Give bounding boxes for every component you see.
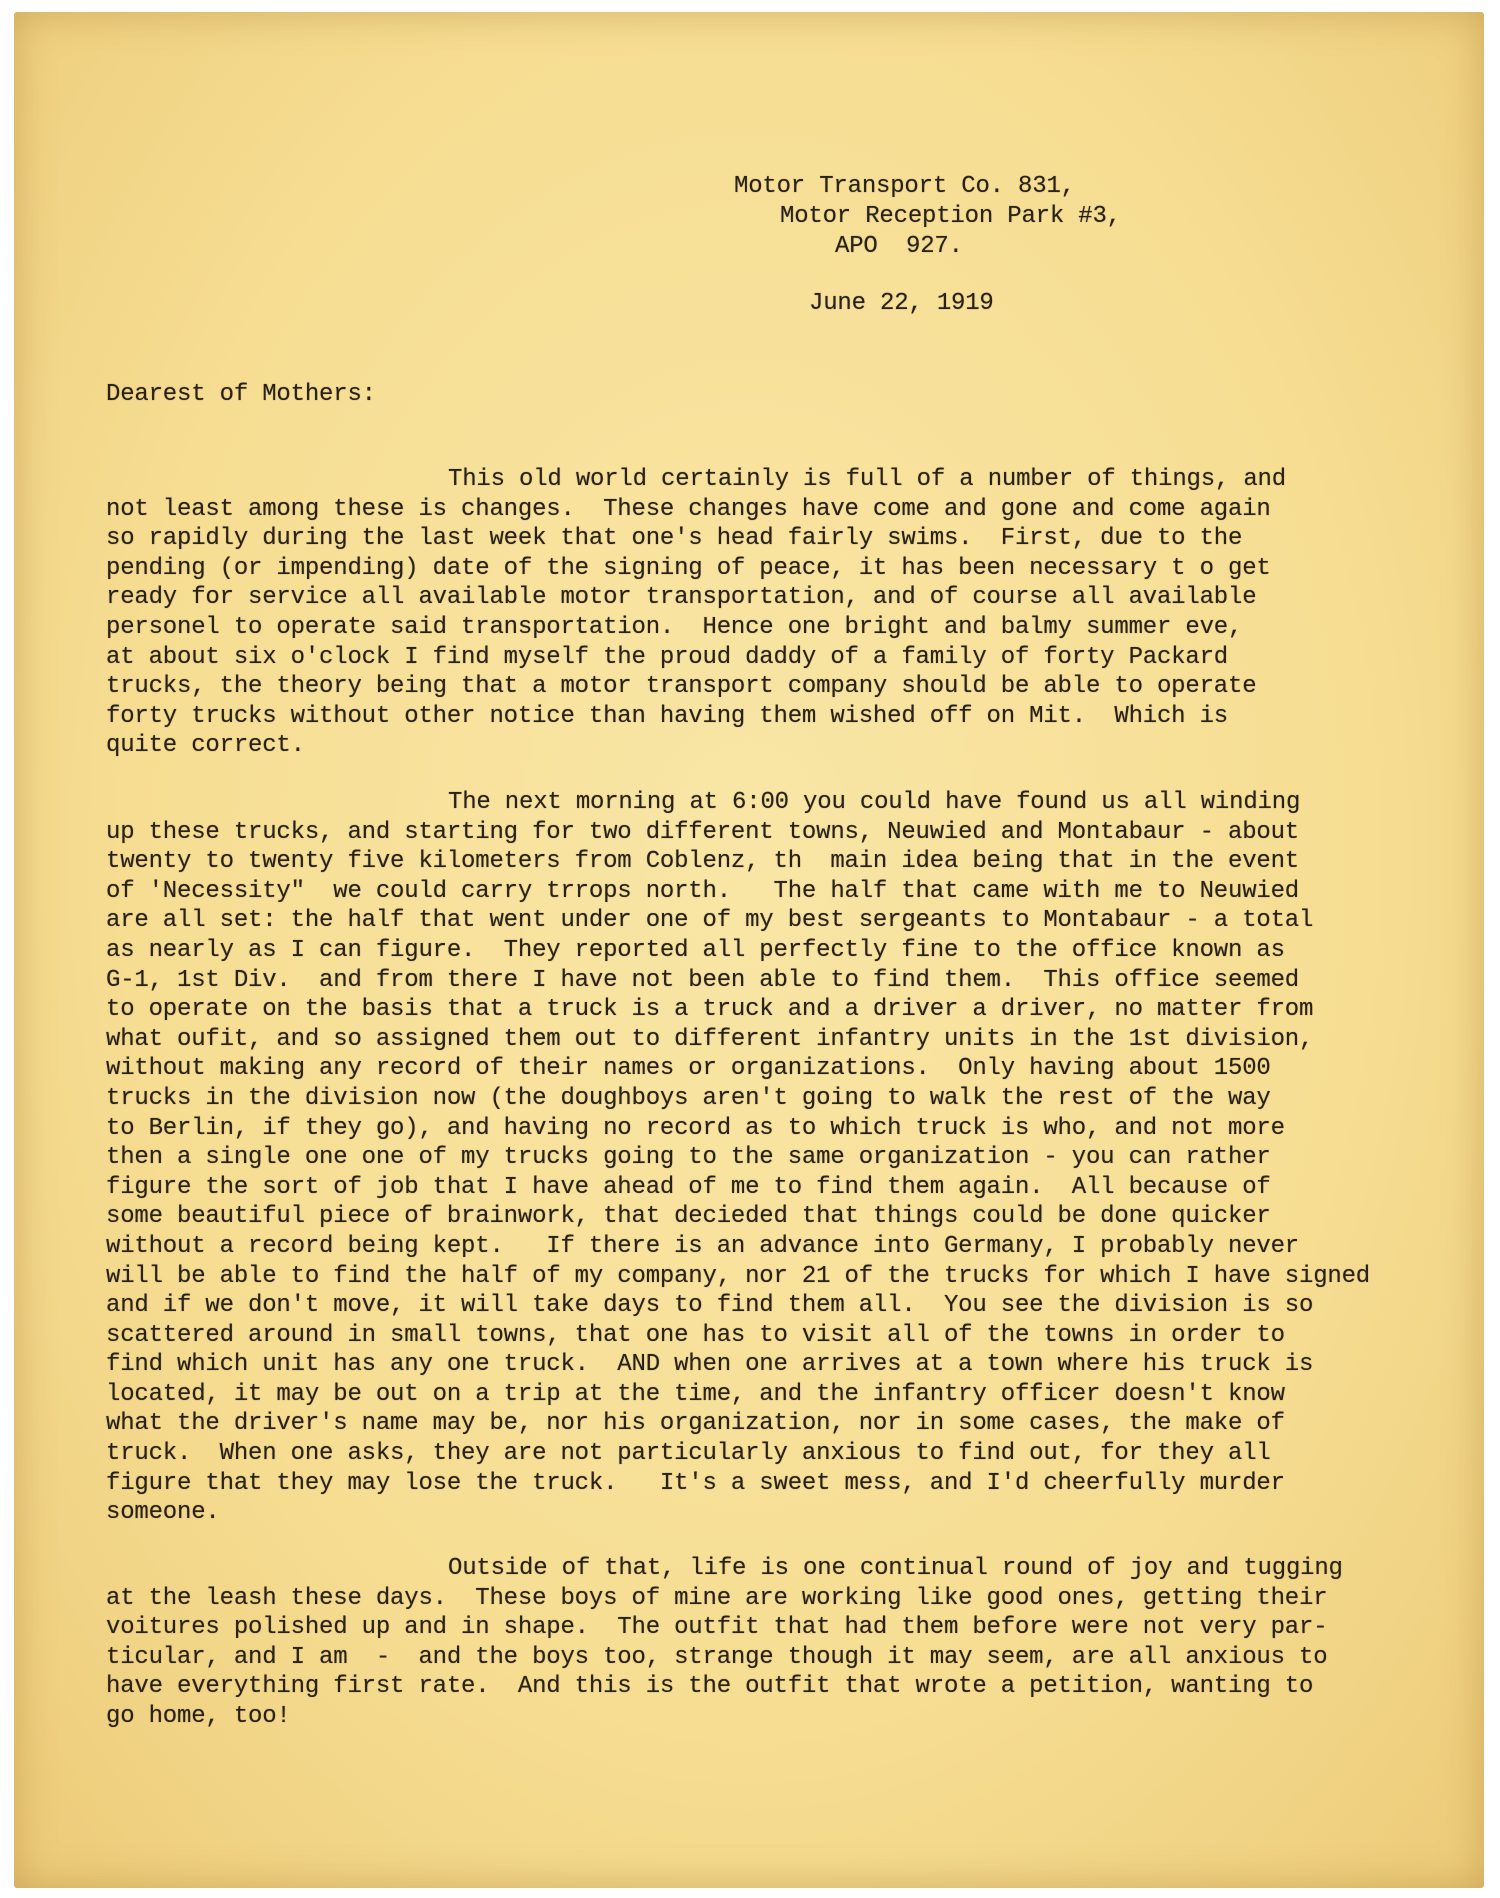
letter-line-text: ready for service all available motor transportation, and of course all available — [106, 584, 1257, 612]
letter-line — [106, 1350, 1370, 1380]
letter-line — [106, 936, 1370, 966]
letter-line-text: pending (or impending) date of the signing of peace, it has been necessary t o get — [106, 554, 1271, 582]
letter-line-text: without making any record of their names or organizations. Only having about 1500 — [106, 1055, 1271, 1083]
letter-line — [106, 1380, 1370, 1410]
letter-line — [106, 613, 1286, 643]
letter-line-text: go home, too! — [106, 1702, 291, 1730]
letter-line-text: to Berlin, if they go), and having no record as to which truck is who, and not more — [106, 1114, 1285, 1142]
salutation: Dearest of Mothers: — [106, 381, 376, 408]
letter-line-text: This old world certainly is full of a number of things, and — [448, 466, 1286, 493]
letter-line-text: what the driver's name may be, nor his organization, nor in some cases, the make of — [106, 1410, 1285, 1438]
letter-line-text: up these trucks, and starting for two different towns, Neuwied and Montabaur - about — [106, 818, 1299, 846]
letter-line-text: of 'Necessity" we could carry trrops north. The half that came with me to Neuwied — [106, 877, 1299, 905]
letter-line-text: will be able to find the half of my company, nor 21 of the trucks for which I have signed — [106, 1262, 1371, 1290]
letter-line — [106, 818, 1370, 848]
letter-line — [106, 906, 1370, 936]
letter-line — [106, 1025, 1370, 1055]
letter-line — [106, 1613, 1343, 1643]
letter-line-text: voitures polished up and in shape. The outfit that had them before were not very par- — [106, 1614, 1328, 1642]
letter-line-text: scattered around in small towns, that one has to visit all of the towns in order to — [106, 1321, 1285, 1349]
letter-date: June 22, 1919 — [809, 290, 994, 317]
letter-line — [106, 1114, 1370, 1144]
letter-line — [106, 1321, 1370, 1351]
letter-line-text: ticular, and I am - and the boys too, strange though it may seem, are all anxious to — [106, 1643, 1328, 1671]
letter-line-text: then a single one one of my trucks going to the same organization - you can rather — [106, 1144, 1271, 1172]
letter-line-text: at the leash these days. These boys of mine are working like good ones, getting their — [106, 1584, 1328, 1612]
letter-line-text: have everything first rate. And this is the outfit that wrote a petition, wanting to — [106, 1673, 1314, 1701]
letter-line — [106, 1554, 1343, 1584]
letter-line-text: figure that they may lose the truck. It's a sweet mess, and I'd cheerfully murder — [106, 1469, 1285, 1497]
letter-line — [106, 495, 1286, 525]
letterhead-line-2: Motor Reception Park #3, — [780, 203, 1121, 230]
letter-line — [106, 847, 1370, 877]
letter-line-text: find which unit has any one truck. AND when one arrives at a town where his truck is — [106, 1351, 1314, 1379]
letter-line — [106, 1672, 1343, 1702]
letter-line — [106, 995, 1370, 1025]
letter-line-text: what oufit, and so assigned them out to different infantry units in the 1st division, — [106, 1025, 1314, 1053]
letterhead-line-1: Motor Transport Co. 831, — [734, 173, 1075, 200]
letter-line-text: figure the sort of job that I have ahead of me to find them again. All because of — [106, 1173, 1271, 1201]
letter-line — [106, 1409, 1370, 1439]
letter-line-text: personel to operate said transportation. Hence one bright and balmy summer eve, — [106, 613, 1243, 641]
letter-line — [106, 788, 1370, 818]
letter-line-text: G-1, 1st Div. and from there I have not been able to find them. This office seemed — [106, 966, 1299, 994]
letter-line — [106, 583, 1286, 613]
letter-line — [106, 966, 1370, 996]
letter-line — [106, 1702, 1343, 1732]
letter-line-text: so rapidly during the last week that one's head fairly swims. First, due to the — [106, 525, 1243, 553]
letter-line — [106, 524, 1286, 554]
letter-line-text: not least among these is changes. These changes have come and gone and come again — [106, 495, 1271, 523]
paragraph-2 — [106, 788, 1370, 1528]
letterhead-line-3: APO 927. — [835, 233, 963, 260]
letter-line — [106, 1262, 1370, 1292]
letter-line-text: quite correct. — [106, 732, 305, 760]
letter-line — [106, 1084, 1370, 1114]
letter-line-text: are all set: the half that went under one of my best sergeants to Montabaur - a total — [106, 907, 1314, 935]
letter-line-text: located, it may be out on a trip at the time, and the infantry officer doesn't know — [106, 1380, 1285, 1408]
letter-line — [106, 1232, 1370, 1262]
letter-line — [106, 1173, 1370, 1203]
letter-line-text: someone. — [106, 1499, 220, 1527]
letter-line — [106, 1291, 1370, 1321]
letter-line-text: truck. When one asks, they are not particularly anxious to find out, for they all — [106, 1440, 1271, 1468]
letter-line — [106, 1439, 1370, 1469]
letter-line — [106, 1054, 1370, 1084]
letter-line — [106, 672, 1286, 702]
letter-line — [106, 1202, 1370, 1232]
letter-line-text: The next morning at 6:00 you could have found us all winding — [448, 789, 1301, 816]
letter-line — [106, 554, 1286, 584]
letter-line-text: trucks, the theory being that a motor transport company should be able to operate — [106, 673, 1257, 701]
letter-line — [106, 877, 1370, 907]
letter-line — [106, 731, 1286, 761]
letter-line — [106, 465, 1286, 495]
paragraph-3 — [106, 1554, 1343, 1732]
paragraph-1 — [106, 465, 1286, 761]
letter-line — [106, 1643, 1343, 1673]
letter-line-text: and if we don't move, it will take days to find them all. You see the division is so — [106, 1292, 1314, 1320]
letter-line-text: forty trucks without other notice than having them wished off on Mit. Which is — [106, 702, 1228, 730]
letter-line-text: to operate on the basis that a truck is a truck and a driver a driver, no matter from — [106, 996, 1314, 1024]
letter-line — [106, 1498, 1370, 1528]
letter-line — [106, 1584, 1343, 1614]
letter-line — [106, 1469, 1370, 1499]
letter-line-text: without a record being kept. If there is an advance into Germany, I probably never — [106, 1232, 1299, 1260]
letter-line-text: some beautiful piece of brainwork, that decieded that things could be done quicker — [106, 1203, 1271, 1231]
letter-line-text: twenty to twenty five kilometers from Coblenz, th main idea being that in the event — [106, 848, 1299, 876]
letter-line-text: Outside of that, life is one continual round of joy and tugging — [448, 1555, 1343, 1582]
letter-line-text: trucks in the division now (the doughboys aren't going to walk the rest of the way — [106, 1084, 1271, 1112]
letter-line — [106, 1143, 1370, 1173]
letter-line — [106, 702, 1286, 732]
letter-line — [106, 643, 1286, 673]
letter-line-text: at about six o'clock I find myself the proud daddy of a family of forty Packard — [106, 643, 1228, 671]
letter-line-text: as nearly as I can figure. They reported all perfectly fine to the office known as — [106, 936, 1285, 964]
